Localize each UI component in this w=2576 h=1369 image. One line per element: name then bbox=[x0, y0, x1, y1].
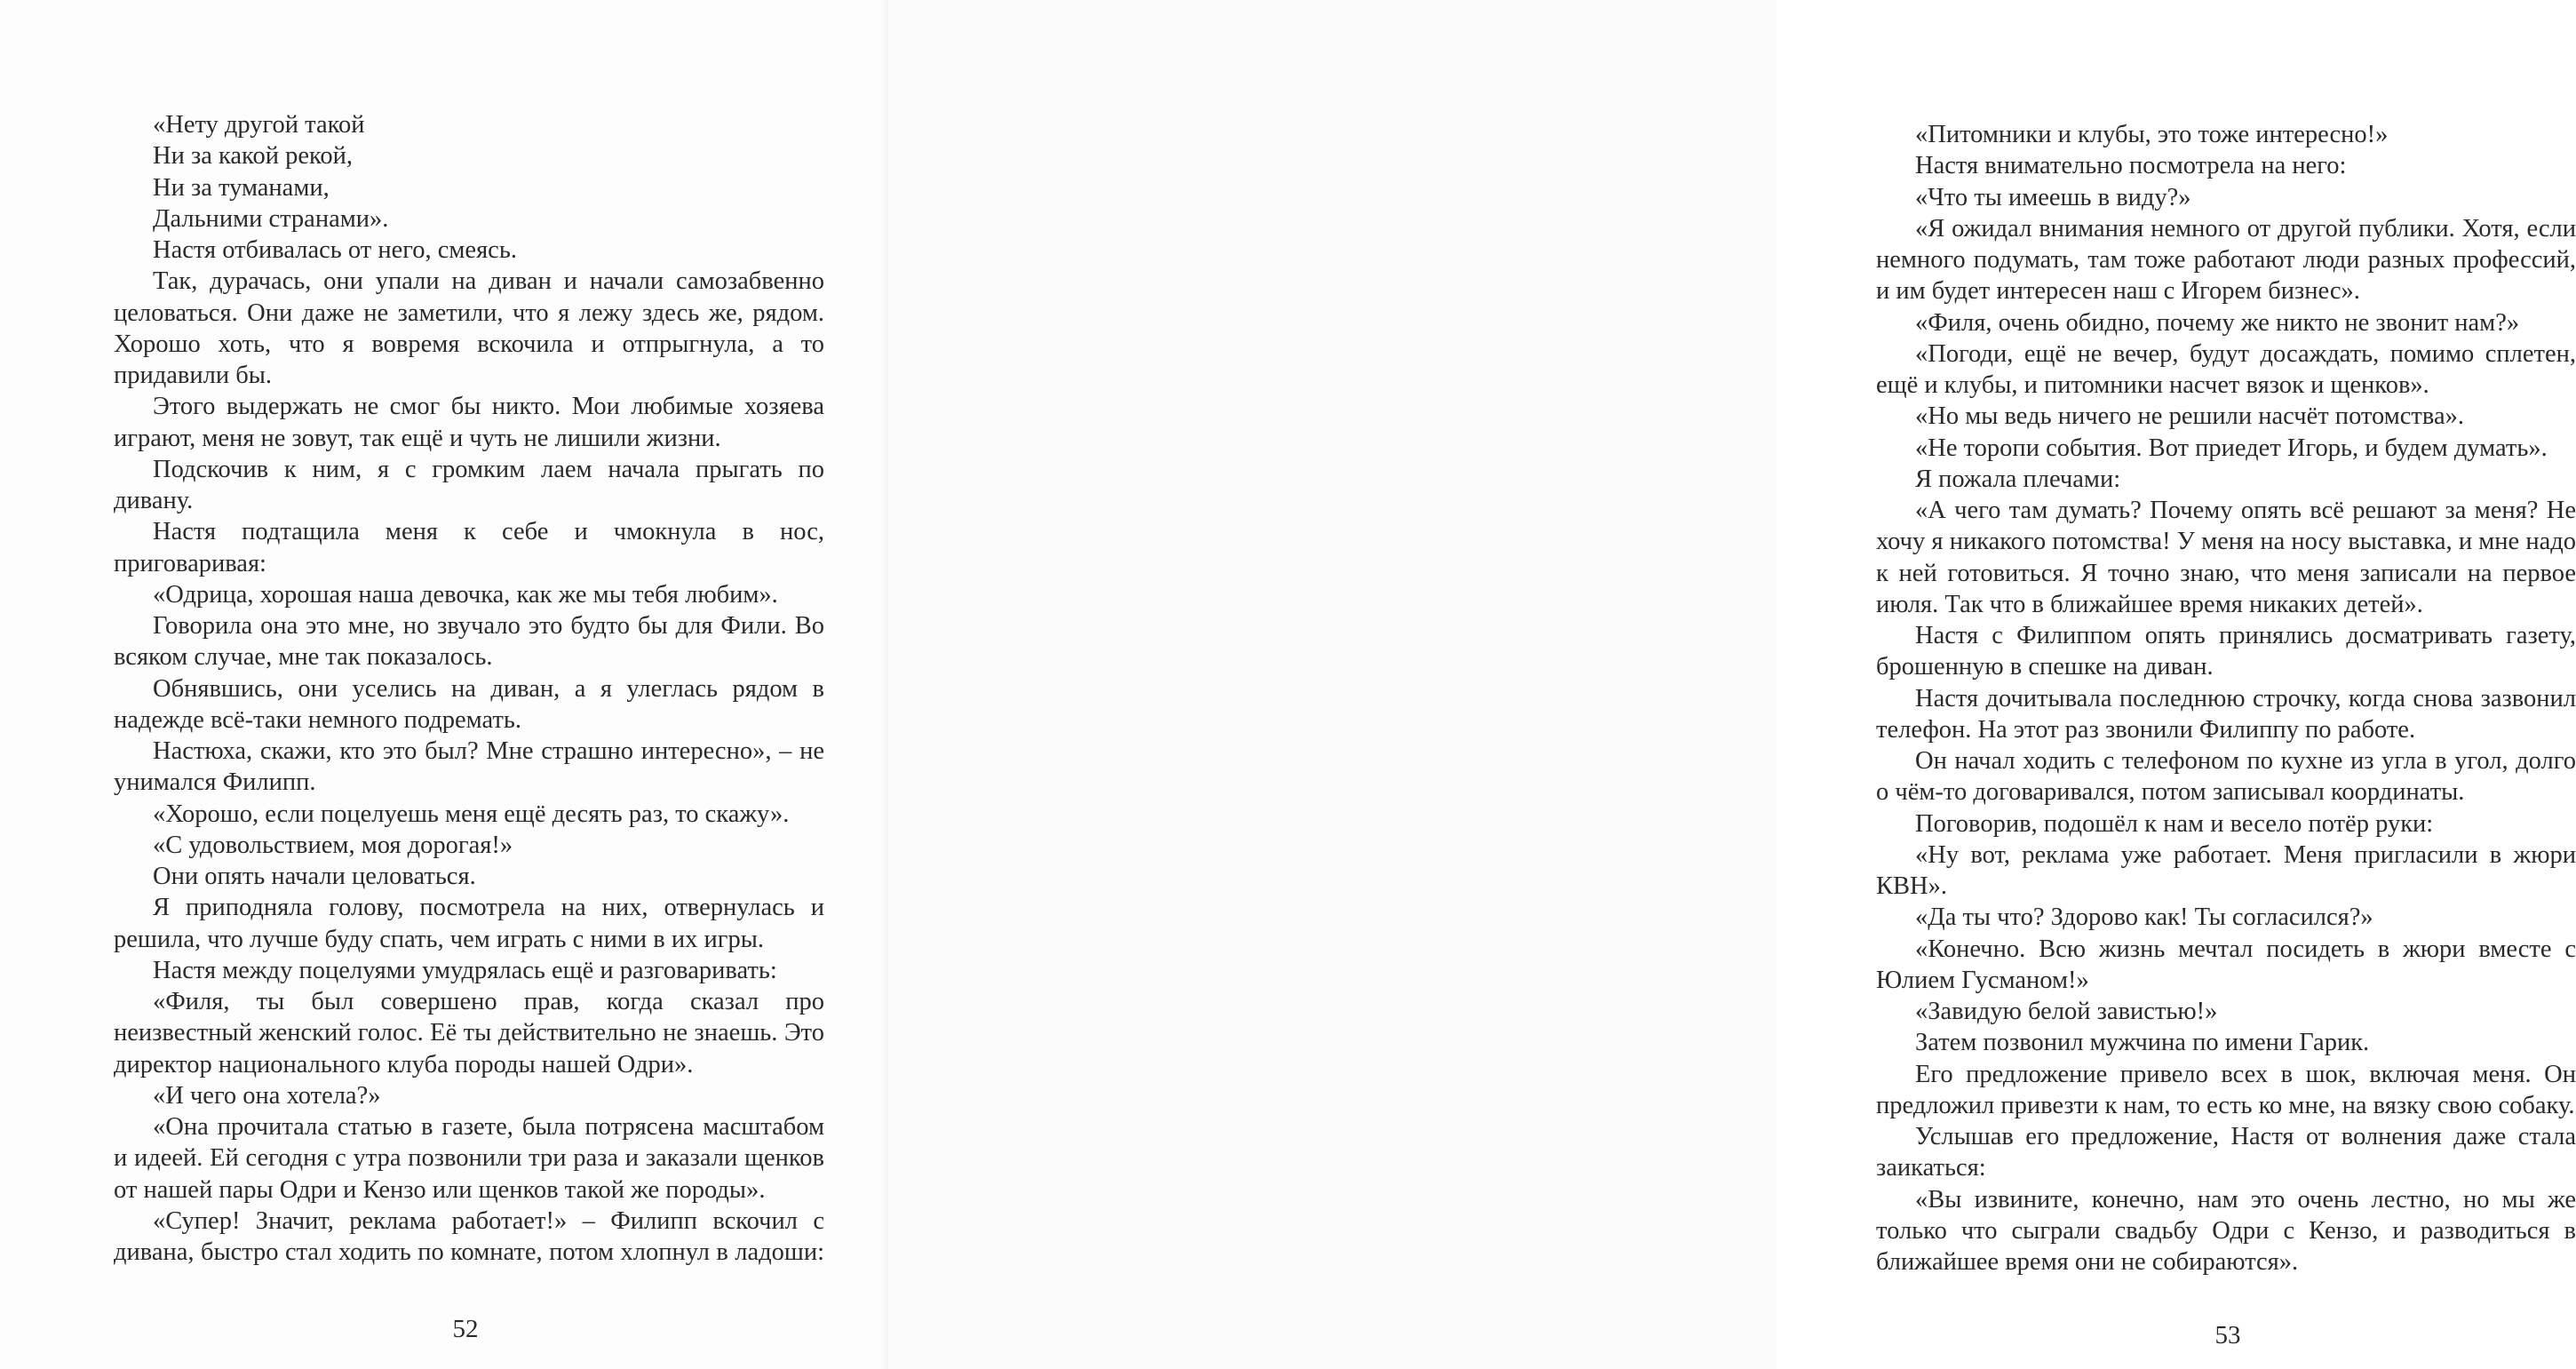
poem-line: Ни за туманами, bbox=[153, 173, 330, 202]
paragraph: Настя внимательно посмотрела на него: bbox=[1915, 152, 2347, 180]
paragraph: «Я ожидал внимания немного от другой публики. Хотя, если немного подумать, там тоже работают люди разных профессий, и им будет интересен наш с Игорем бизнес». bbox=[1876, 214, 2576, 306]
paragraph: Говорила она это мне, но звучало это будто бы для Фили. Во всяком случае, мне так показалось. bbox=[114, 612, 824, 672]
paragraph: Настя между поцелуями умудрялась ещё и разговаривать: bbox=[153, 956, 777, 984]
paragraph: Они опять начали целоваться. bbox=[153, 863, 476, 890]
poem-line: «Нету другой такой bbox=[153, 111, 365, 139]
paragraph: «Да ты что? Здорово как! Ты согласился?» bbox=[1915, 903, 2373, 932]
paragraph: «Погоди, ещё не вечер, будут досаждать, помимо сплетен, ещё и клубы, и питомники насчет вязок и щенков». bbox=[1876, 339, 2576, 399]
paragraph: Так, дурачась, они упали на диван и начали самозабвенно целоваться. Они даже не заметили, что я лежу здесь же, рядом. Хорошо хоть, что я вовремя вскочила и отпрыгнула, а то придавили бы. bbox=[114, 267, 824, 389]
paragraph: Он начал ходить с телефоном по кухне из угла в угол, долго о чём-то договаривался, потом записывал координаты. bbox=[1876, 747, 2576, 807]
paragraph: «Супер! Значит, реклама работает!» – Филипп вскочил с дивана, быстро стал ходить по комнате, потом хлопнул в ладоши: bbox=[114, 1206, 824, 1266]
page-number: 53 bbox=[2214, 1321, 2241, 1349]
paragraph: «Конечно. Всю жизнь мечтал посидеть в жюри вместе с Юлием Гусманом!» bbox=[1876, 935, 2576, 994]
paragraph: Услышав его предложение, Настя от волнения даже стала заикаться: bbox=[1876, 1123, 2576, 1182]
poem-line: Дальними странами». bbox=[153, 204, 389, 233]
paragraph: Настя с Филиппом опять принялись досматривать газету, брошенную в спешке на диван. bbox=[1876, 622, 2576, 681]
paragraph: Поговорив, подошёл к нам и весело потёр руки: bbox=[1915, 809, 2434, 838]
paragraph: «Что ты имеешь в виду?» bbox=[1915, 183, 2191, 211]
left-page bbox=[0, 0, 888, 1369]
paragraph: «Не торопи события. Вот приедет Игорь, и будем думать». bbox=[1915, 434, 2548, 462]
paragraph: «Ну вот, реклама уже работает. Меня пригласили в жюри КВН». bbox=[1876, 840, 2576, 900]
left-page-text bbox=[114, 109, 824, 1268]
paragraph: Я пожала плечами: bbox=[1915, 465, 2121, 493]
paragraph: «И чего она хотела?» bbox=[153, 1081, 381, 1110]
paragraph: Подскочив к ним, я с громким лаем начала прыгать по дивану. bbox=[114, 455, 824, 514]
paragraph: «Филя, ты был совершено прав, когда сказал про неизвестный женский голос. Её ты действительно не знаешь. Это директор национального клуба породы нашей Одри». bbox=[114, 988, 824, 1078]
paragraph: Его предложение привело всех в шок, включая меня. Он предложил привезти к нам, то есть ко мне, на вязку свою собаку. bbox=[1876, 1060, 2576, 1119]
right-page-text bbox=[1876, 119, 2576, 1277]
paragraph: «Но мы ведь ничего не решили насчёт потомства». bbox=[1915, 402, 2464, 431]
paragraph: Настя дочитывала последнюю строчку, когда снова зазвонил телефон. На этот раз звонили Филиппу по работе. bbox=[1876, 684, 2576, 744]
paragraph: Обнявшись, они уселись на диван, а я улеглась рядом в надежде всё-таки немного подремать. bbox=[114, 674, 824, 734]
paragraph: «С удовольствием, моя дорогая!» bbox=[153, 831, 513, 859]
paragraph: Затем позвонил мужчина по имени Гарик. bbox=[1915, 1029, 2370, 1057]
paragraph: «Завидую белой завистью!» bbox=[1915, 998, 2218, 1025]
right-page bbox=[888, 0, 2576, 1369]
paragraph: Этого выдержать не смог бы никто. Мои любимые хозяева играют, меня не зовут, так ещё и чуть не лишили жизни. bbox=[114, 393, 824, 452]
paragraph: Настя отбивалась от него, смеясь. bbox=[153, 236, 517, 264]
paragraph: «А чего там думать? Почему опять всё решают за меня? Не хочу я никакого потомства! У меня на носу выставка, и мне надо к ней готовиться. Я точно знаю, что меня записали на первое июля. Так что в ближайшее время никаких детей». bbox=[1876, 497, 2576, 618]
paragraph: «Одрица, хорошая наша девочка, как же мы тебя любим». bbox=[153, 580, 778, 609]
paragraph: Настя подтащила меня к себе и чмокнула в нос, приговаривая: bbox=[114, 518, 824, 577]
paragraph: «Филя, очень обидно, почему же никто не звонит нам?» bbox=[1915, 308, 2520, 337]
paragraph: «Хорошо, если поцелуешь меня ещё десять раз, то скажу». bbox=[153, 800, 790, 828]
paragraph: Настюха, скажи, кто это был? Мне страшно интересно», – не унимался Филипп. bbox=[114, 737, 824, 797]
poem-line: Ни за какой рекой, bbox=[153, 142, 354, 171]
paragraph: Я приподняла голову, посмотрела на них, отвернулась и решила, что лучше буду спать, чем играть с ними в их игры. bbox=[114, 894, 824, 953]
paragraph: «Питомники и клубы, это тоже интересно!» bbox=[1915, 121, 2389, 148]
paragraph: «Она прочитала статью в газете, была потрясена масштабом и идеей. Ей сегодня с утра позвонили три раза и заказали щенков от нашей пары Одри и Кензо или щенков такой же породы». bbox=[114, 1113, 824, 1204]
paragraph: «Вы извините, конечно, нам это очень лестно, но мы же только что сыграли свадьбу Одри с Кензо, и разводиться в ближайшее время они не собираются». bbox=[1876, 1185, 2576, 1276]
page-number: 52 bbox=[452, 1315, 479, 1343]
